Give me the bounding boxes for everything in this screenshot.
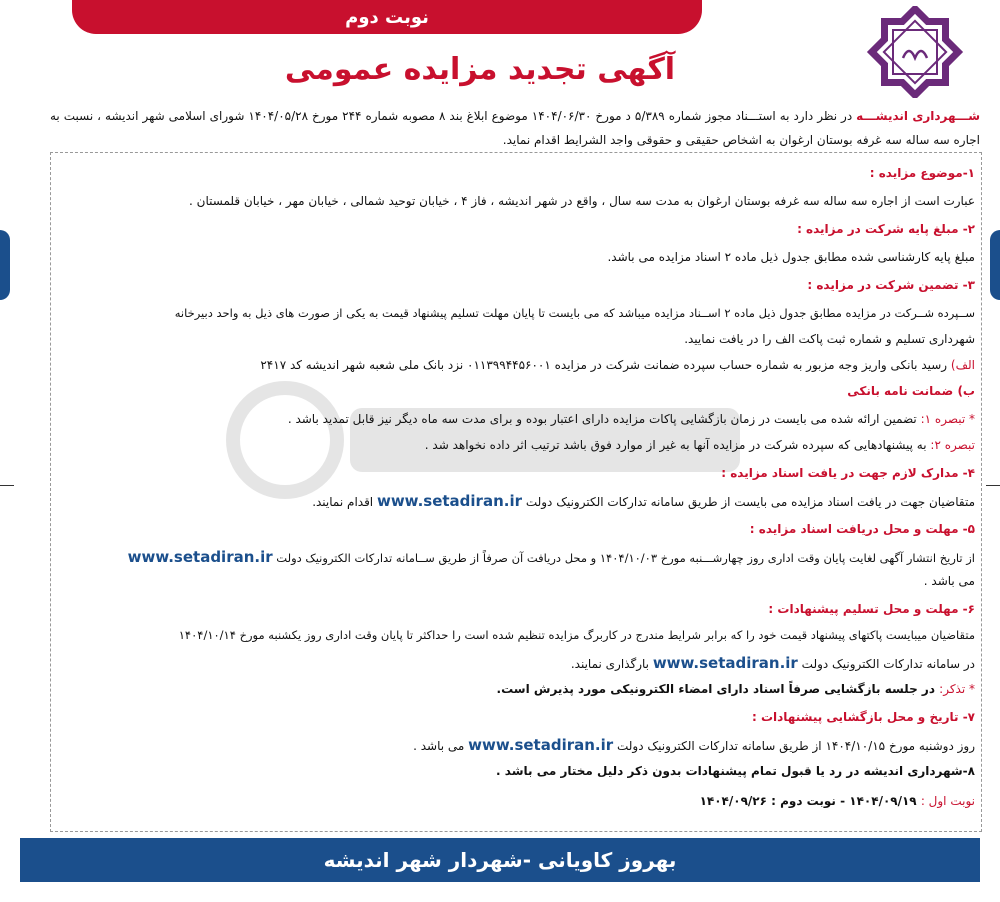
intro-text-2: اسلامی شهر اندیشه ، نسبت به اجاره سه ساله سه غرفه بوستان ارغوان به اشخاص حقیقی و حقوقی واجد الشرایط اقدام نماید. [50, 109, 980, 147]
municipality-logo [845, 6, 985, 98]
section-5-heading: ۵- مهلت و محل دریافت اسناد مزایده : [749, 522, 975, 536]
section-5-text-a: از تاریخ انتشار آگهی لغایت پایان وقت اداری روز چهارشـــنبه مورخ ۱۴۰۴/۱۰/۰۳ و محل دریافت آن صرفاً از طریق ســامانه تدارکات الکترونیک دولت [272, 551, 975, 565]
note-2-label: تبصره ۲: [930, 438, 975, 452]
right-edge-tab [990, 230, 1000, 300]
intro-text: در نظر دارد به استـــناد مجوز شماره ۵/۳۸۹ د مورخ ۱۴۰۴/۰۶/۳۰ موضوع ابلاغ بند ۸ مصوبه شماره ۲۴۴ مورخ ۱۴۰۴/۰۵/۲۸ شورای [209, 109, 857, 123]
section-6-text-1: متقاضیان میبایست پاکتهای پیشنهاد قیمت خود را که برابر شرایط مندرج در کاربرگ مزایده تنظیم شده است را حداکثر تا پایان وقت اداری روز یکشنبه مورخ ۱۴۰۴/۱۰/۱۴ [178, 628, 975, 642]
section-6-text-2a: در سامانه تدارکات الکترونیک دولت [797, 657, 975, 671]
publication-round-badge: نوبت دوم [72, 0, 702, 34]
section-4-heading: ۴- مدارک لازم جهت در یافت اسناد مزایده : [721, 466, 975, 480]
notice-title: آگهی تجدید مزایده عمومی [284, 52, 676, 87]
tip-label: * تذکر: [939, 682, 975, 696]
municipality-name: شـــهرداری اندیشـــه [856, 109, 981, 123]
note-1-text: تضمین ارائه شده می بایست در زمان بازگشایی پاکات مزایده دارای اعتبار بوده و برای مدت سه ماه دیگر نیز قابل تمدید باشد . [287, 412, 921, 426]
option-b-heading: ب) ضمانت نامه بانکی [847, 384, 975, 398]
setadiran-link-4[interactable]: www.setadiran.ir [468, 736, 614, 754]
section-2-heading: ۲- مبلغ پایه شرکت در مزایده : [797, 222, 975, 236]
section-3-text-2: شهرداری تسلیم و شماره ثبت پاکت الف را در یافت نمایید. [684, 332, 975, 346]
section-7-text-b: می باشد . [413, 739, 469, 753]
mayor-signature-banner: بهروز کاویانی -شهردار شهر اندیشه [20, 838, 980, 882]
left-fold-mark [0, 485, 14, 486]
setadiran-link-1[interactable]: www.setadiran.ir [376, 492, 522, 510]
section-3-heading: ۳- تضمین شرکت در مزایده : [807, 278, 975, 292]
option-a-label: الف) [950, 358, 975, 372]
section-6-heading: ۶- مهلت و محل تسلیم پیشنهادات : [768, 602, 975, 616]
section-7-heading: ۷- تاریخ و محل بازگشایی پیشنهادات : [751, 710, 975, 724]
section-4-text-b: اقدام نمایند. [312, 495, 377, 509]
section-3-text-1: ســپرده شــرکت در مزایده مطابق جدول ذیل ماده ۲ اســناد مزایده میباشد که می بایست تا پایان مهلت تسلیم پیشنهاد قیمت به یکی از صورت های ذیل به واحد دبیرخانه [174, 306, 975, 320]
setadiran-link-3[interactable]: www.setadiran.ir [652, 654, 798, 672]
section-2-text: مبلغ پایه کارشناسی شده مطابق جدول ذیل ماده ۲ اسناد مزایده می باشد. [607, 250, 975, 264]
section-1-heading: ۱-موضوع مزایده : [869, 166, 975, 180]
note-1-label: * تبصره ۱: [920, 412, 975, 426]
left-edge-tab [0, 230, 10, 300]
intro-paragraph [50, 104, 980, 152]
option-a-text: رسید بانکی واریز وجه مزبور به شماره حساب سپرده ضمانت شرکت در مزایده ۰۱۱۳۹۹۴۴۵۶۰۰۱ نزد بانک ملی شعبه شهر اندیشه کد ۲۴۱۷ [260, 358, 951, 372]
section-8-text: ۸-شهرداری اندیشه در رد یا قبول تمام پیشنهادات بدون ذکر دلیل مختار می باشد . [496, 764, 975, 778]
section-6-text-2b: بارگذاری نمایند. [570, 657, 653, 671]
tip-text: در جلسه بازگشایی صرفاً اسناد دارای امضاء الکترونیکی مورد پذیرش است. [496, 682, 940, 696]
setadiran-link-2[interactable]: www.setadiran.ir [127, 548, 273, 566]
note-2-text: به پیشنهادهایی که سپرده شرکت در مزایده آنها به غیر از موارد فوق باشد ترتیب اثر داده نخواهد شد . [424, 438, 931, 452]
right-fold-mark [986, 485, 1000, 486]
section-1-text: عبارت است از اجاره سه ساله سه غرفه بوستان ارغوان به مدت سه سال ، واقع در شهر اندیشه ، فاز ۴ ، خیابان توحید شمالی ، خیابان مهر ، خیابان قلمستان . [189, 194, 975, 208]
dates-label: نوبت اول : [920, 794, 975, 808]
section-5-text-2: می باشد . [923, 574, 975, 588]
section-4-text-a: متقاضیان جهت در یافت اسناد مزایده می بایست از طریق سامانه تدارکات الکترونیک دولت [522, 495, 975, 509]
dates-text: ۱۴۰۴/۰۹/۱۹ - نوبت دوم : ۱۴۰۴/۰۹/۲۶ [699, 794, 921, 808]
section-7-text-a: روز دوشنبه مورخ ۱۴۰۴/۱۰/۱۵ از طریق سامانه تدارکات الکترونیک دولت [613, 739, 975, 753]
